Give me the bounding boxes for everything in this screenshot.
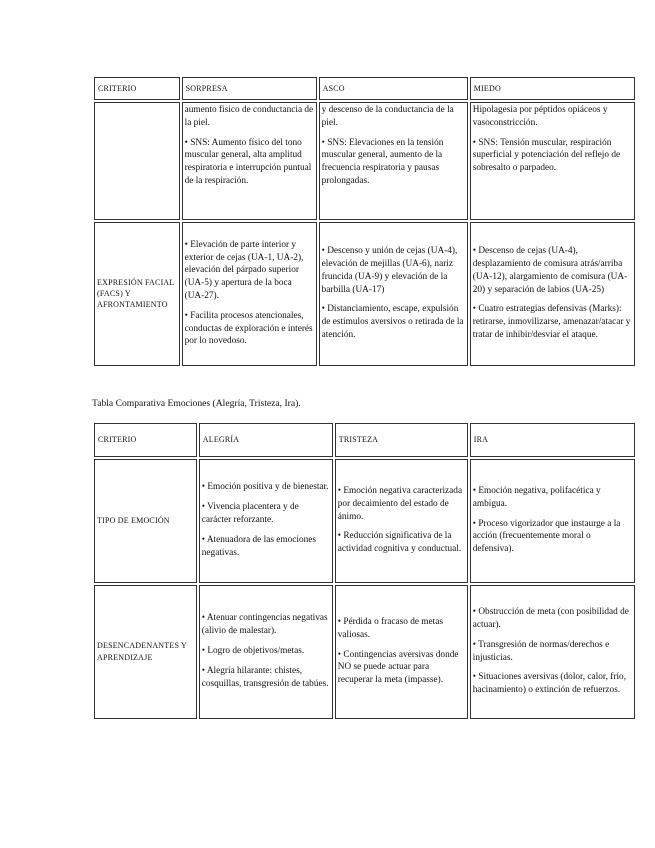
cell-paragraph: • Elevación de parte interior y exterior de cejas (UA-1, UA-2), elevación del párpado superior (UA-5) y apertura de la boca (UA-27). [184,239,304,301]
cell-paragraph: • Emoción positiva y de bienestar. [201,482,329,493]
header-miedo: MIEDO [470,77,635,100]
header-sorpresa: SORPRESA [182,77,317,100]
header-tristeza: TRISTEZA [335,423,468,457]
emotions-table-1 [92,75,637,368]
cell-paragraph: • Descenso y unión de cejas (UA-4), elevación de mejillas (UA-6), nariz fruncida (UA-9) y elevación de la barbilla (UA-17) [321,246,458,295]
cell-paragraph: • Atenuar contingencias negativas (alivio de malestar). [201,613,328,637]
tristeza-cell [335,585,468,719]
tristeza-cell [335,459,468,583]
table-header-row [94,423,635,457]
cell-paragraph: • Alegría hilarante: chistes, cosquillas, transgresión de tabúes. [201,665,329,689]
ira-cell [470,459,635,583]
cell-paragraph: • SNS: Elevaciones en la tensión muscular general, aumento de la frecuencia respiratoria y pausas prolongadas. [321,137,444,187]
cell-paragraph: • Logro de objetivos/metas. [201,646,305,657]
asco-cell [319,222,468,366]
table-row [94,222,635,366]
sorpresa-cell [182,102,317,220]
table-row [94,585,635,719]
cell-paragraph: • Situaciones aversivas (dolor, calor, frío, hacinamiento) o extinción de refuerzos. [472,672,627,696]
header-criterio: CRITERIO [94,423,197,457]
cell-paragraph: aumento físico de conductancia de la piel. [184,105,314,128]
alegria-cell [199,459,333,583]
cell-paragraph: y descenso de la conductancia de la piel. [321,105,454,128]
table-caption: Tabla Comparativa Emociones (Alegría, Tristeza, Ira). [92,398,301,409]
header-criterio: CRITERIO [94,77,180,100]
ira-cell [470,585,635,719]
cell-paragraph: • Pérdida o fracaso de metas valiosas. [337,616,443,640]
header-asco: ASCO [319,77,468,100]
emotions-table-2 [92,421,637,721]
cell-paragraph: Hipolagesia por péptidos opiáceos y vasoconstricción. [472,105,608,128]
cell-paragraph: • Distanciamiento, escape, expulsión de estímulos aversivos o retirada de la atención. [321,304,464,341]
header-ira: IRA [470,423,635,457]
cell-paragraph: • SNS: Tensión muscular, respiración superficial y potenciación del reflejo de sobresalto o parpadeo. [472,137,621,174]
miedo-cell [470,222,635,366]
cell-paragraph: • Descenso de cejas (UA-4), desplazamiento de comisura atrás/arriba (UA-12), alargamiento de comisura (UA-20) y separación de labios (UA-25) [472,246,628,295]
cell-paragraph: • Vivencia placentera y de carácter reforzante. [201,502,299,526]
cell-paragraph: • Atenuadora de las emociones negativas. [201,534,317,558]
criterio-cell: TIPO DE EMOCIÓN [94,459,197,583]
cell-paragraph: • Transgresión de normas/derechos e injusticias. [472,639,610,663]
criterio-cell: DESENCADENANTES Y APRENDIZAJE [94,585,197,719]
alegria-cell [199,585,333,719]
miedo-cell [470,102,635,220]
table-header-row [94,77,635,100]
cell-paragraph: • Cuatro estrategias defensivas (Marks): retirarse, inmovilizarse, amenazar/atacar y tratar de inhibir/desviar el ataque. [472,304,631,341]
cell-paragraph: • Obstrucción de meta (con posibilidad de actuar). [472,607,629,630]
criterio-cell [94,102,180,220]
cell-paragraph: • SNS: Aumento físico del tono muscular general, alta amplitud respiratoria e interrupción puntual de la respiración. [184,137,312,187]
cell-paragraph: • Contingencias aversivas donde NO se puede actuar para recuperar la meta (impasse). [337,649,459,686]
cell-paragraph: • Proceso vigorizador que instaurge a la acción (frecuentemente moral o defensiva). [472,518,621,555]
header-alegria: ALEGRÍA [199,423,333,457]
cell-paragraph: • Emoción negativa, polifacética y ambigua. [472,485,601,509]
table-row [94,102,635,220]
asco-cell [319,102,468,220]
cell-paragraph: • Facilita procesos atencionales, conductas de exploración e interés por lo novedoso. [184,310,313,347]
table-row [94,459,635,583]
cell-paragraph: • Emoción negativa caracterizada por decaimiento del estado de ánimo. [337,485,463,522]
criterio-cell: EXPRESIÓN FACIAL (FACS) Y AFRONTAMIENTO [94,222,180,366]
cell-paragraph: • Reducción significativa de la actividad cognitiva y conductual. [337,531,462,555]
sorpresa-cell [182,222,317,366]
